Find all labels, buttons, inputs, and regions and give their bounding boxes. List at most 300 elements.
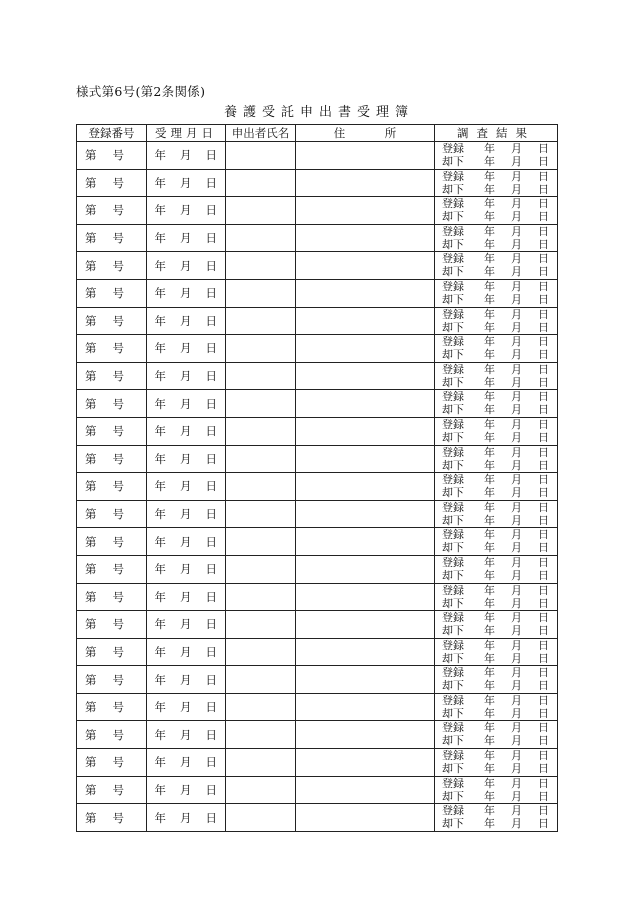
applicant-cell[interactable] (226, 611, 296, 639)
result-rejected-line (435, 597, 557, 610)
rejected-label: 却下 (442, 375, 464, 389)
result-cell[interactable] (435, 390, 558, 418)
result-registered-line (435, 225, 557, 238)
reg-suffix: 号 (112, 369, 124, 384)
result-registered-line (435, 418, 557, 431)
year-label: 年 (484, 611, 495, 625)
reg-no-cell[interactable] (77, 197, 147, 225)
month-label: 月 (511, 762, 522, 776)
result-cell[interactable] (435, 142, 558, 170)
month-label: 月 (180, 810, 192, 825)
applicant-cell[interactable] (226, 197, 296, 225)
year-label: 年 (154, 369, 166, 384)
rejected-label: 却下 (442, 486, 464, 500)
table-row (77, 362, 558, 390)
received-date-cell[interactable] (147, 307, 226, 335)
applicant-cell[interactable] (226, 666, 296, 694)
rejected-label: 却下 (442, 292, 464, 306)
year-label: 年 (484, 182, 495, 196)
reg-no-cell[interactable] (77, 583, 147, 611)
applicant-cell[interactable] (226, 390, 296, 418)
day-label: 日 (538, 197, 549, 211)
result-registered-line (435, 363, 557, 376)
day-label: 日 (538, 555, 549, 569)
day-label: 日 (205, 755, 217, 770)
result-cell[interactable] (435, 252, 558, 280)
rejected-label: 却下 (442, 651, 464, 665)
month-label: 月 (180, 479, 192, 494)
reg-suffix: 号 (112, 727, 124, 742)
received-date-cell[interactable] (147, 142, 226, 170)
day-label: 日 (205, 396, 217, 411)
applicant-cell[interactable] (226, 417, 296, 445)
year-label: 年 (154, 534, 166, 549)
month-label: 月 (511, 362, 522, 376)
rejected-label: 却下 (442, 706, 464, 720)
applicant-cell[interactable] (226, 583, 296, 611)
month-label: 月 (180, 534, 192, 549)
received-date-cell[interactable] (147, 473, 226, 501)
address-cell[interactable] (296, 362, 435, 390)
month-label: 月 (511, 583, 522, 597)
reg-suffix: 号 (112, 589, 124, 604)
rejected-label: 却下 (442, 679, 464, 693)
month-label: 月 (511, 237, 522, 251)
result-rejected-line (435, 403, 557, 416)
reg-no-cell[interactable] (77, 307, 147, 335)
month-label: 月 (180, 507, 192, 522)
reg-no-cell[interactable] (77, 169, 147, 197)
result-cell[interactable] (435, 335, 558, 363)
reg-prefix: 第 (85, 313, 97, 328)
result-registered-line (435, 528, 557, 541)
applicant-cell[interactable] (226, 362, 296, 390)
result-registered-line (435, 721, 557, 734)
document-title: 養護受託申出書受理簿 (223, 105, 414, 120)
address-cell[interactable] (296, 224, 435, 252)
result-cell[interactable] (435, 666, 558, 694)
result-registered-line (435, 280, 557, 293)
table-row (77, 528, 558, 556)
day-label: 日 (205, 369, 217, 384)
result-rejected-line (435, 679, 557, 692)
table-row (77, 693, 558, 721)
address-cell[interactable] (296, 804, 435, 832)
received-date-cell[interactable] (147, 804, 226, 832)
table-row (77, 417, 558, 445)
address-cell[interactable] (296, 390, 435, 418)
month-label: 月 (511, 320, 522, 334)
result-rejected-line (435, 431, 557, 444)
month-label: 月 (511, 155, 522, 168)
day-label: 日 (538, 762, 549, 776)
received-date-cell[interactable] (147, 335, 226, 363)
year-label: 年 (484, 624, 495, 638)
day-label: 日 (538, 693, 549, 707)
day-label: 日 (538, 776, 549, 790)
reg-no-cell[interactable] (77, 417, 147, 445)
registered-label: 登録 (442, 362, 464, 376)
reg-prefix: 第 (85, 286, 97, 301)
address-cell[interactable] (296, 638, 435, 666)
reg-no-cell[interactable] (77, 721, 147, 749)
received-date-cell[interactable] (147, 693, 226, 721)
reg-prefix: 第 (85, 617, 97, 632)
reg-no-cell[interactable] (77, 804, 147, 832)
registered-label: 登録 (442, 417, 464, 431)
address-cell[interactable] (296, 417, 435, 445)
address-cell[interactable] (296, 611, 435, 639)
rejected-label: 却下 (442, 320, 464, 334)
applicant-cell[interactable] (226, 528, 296, 556)
year-label: 年 (484, 265, 495, 279)
year-label: 年 (484, 417, 495, 431)
year-label: 年 (484, 390, 495, 404)
year-label: 年 (484, 142, 495, 155)
result-cell[interactable] (435, 197, 558, 225)
month-label: 月 (180, 672, 192, 687)
day-label: 日 (205, 562, 217, 577)
applicant-cell[interactable] (226, 473, 296, 501)
day-label: 日 (205, 203, 217, 218)
address-cell[interactable] (296, 528, 435, 556)
year-label: 年 (484, 776, 495, 790)
rejected-label: 却下 (442, 430, 464, 444)
address-cell[interactable] (296, 252, 435, 280)
reg-prefix: 第 (85, 396, 97, 411)
reg-no-cell[interactable] (77, 638, 147, 666)
registered-label: 登録 (442, 224, 464, 238)
reg-prefix: 第 (85, 589, 97, 604)
reg-no-cell[interactable] (77, 362, 147, 390)
received-date-cell[interactable] (147, 500, 226, 528)
result-cell[interactable] (435, 611, 558, 639)
result-cell[interactable] (435, 362, 558, 390)
reg-no-cell[interactable] (77, 224, 147, 252)
result-registered-line (435, 804, 557, 817)
year-label: 年 (154, 258, 166, 273)
received-date-cell[interactable] (147, 776, 226, 804)
applicant-cell[interactable] (226, 307, 296, 335)
year-label: 年 (484, 693, 495, 707)
result-cell[interactable] (435, 500, 558, 528)
result-rejected-line (435, 459, 557, 472)
day-label: 日 (538, 513, 549, 527)
reg-suffix: 号 (112, 810, 124, 825)
day-label: 日 (538, 541, 549, 555)
month-label: 月 (511, 348, 522, 362)
received-date-cell[interactable] (147, 528, 226, 556)
reg-suffix: 号 (112, 617, 124, 632)
received-date-cell[interactable] (147, 611, 226, 639)
received-date-cell[interactable] (147, 169, 226, 197)
day-label: 日 (538, 307, 549, 321)
month-label: 月 (511, 430, 522, 444)
day-label: 日 (538, 500, 549, 514)
day-label: 日 (205, 727, 217, 742)
reg-prefix: 第 (85, 231, 97, 246)
year-label: 年 (484, 817, 495, 831)
received-date-cell[interactable] (147, 390, 226, 418)
reg-suffix: 号 (112, 148, 124, 163)
year-label: 年 (484, 155, 495, 168)
result-cell[interactable] (435, 445, 558, 473)
month-label: 月 (511, 721, 522, 735)
year-label: 年 (484, 252, 495, 266)
day-label: 日 (538, 375, 549, 389)
received-date-cell[interactable] (147, 583, 226, 611)
result-cell[interactable] (435, 749, 558, 777)
year-label: 年 (154, 507, 166, 522)
applicant-cell[interactable] (226, 142, 296, 170)
day-label: 日 (538, 155, 549, 168)
reg-no-cell[interactable] (77, 555, 147, 583)
address-cell[interactable] (296, 555, 435, 583)
result-cell[interactable] (435, 307, 558, 335)
result-cell[interactable] (435, 583, 558, 611)
reg-no-cell[interactable] (77, 528, 147, 556)
day-label: 日 (205, 175, 217, 190)
month-label: 月 (180, 258, 192, 273)
month-label: 月 (511, 776, 522, 790)
table-row (77, 307, 558, 335)
received-date-cell[interactable] (147, 445, 226, 473)
rejected-label: 却下 (442, 265, 464, 279)
reg-no-cell[interactable] (77, 335, 147, 363)
month-label: 月 (511, 182, 522, 196)
reg-no-cell[interactable] (77, 445, 147, 473)
reg-suffix: 号 (112, 175, 124, 190)
year-label: 年 (484, 279, 495, 293)
year-label: 年 (484, 789, 495, 803)
month-label: 月 (180, 341, 192, 356)
day-label: 日 (538, 142, 549, 155)
applicant-cell[interactable] (226, 500, 296, 528)
received-date-cell[interactable] (147, 417, 226, 445)
applicant-cell[interactable] (226, 445, 296, 473)
reg-prefix: 第 (85, 562, 97, 577)
address-cell[interactable] (296, 445, 435, 473)
received-date-cell[interactable] (147, 721, 226, 749)
day-label: 日 (538, 458, 549, 472)
address-cell[interactable] (296, 583, 435, 611)
applicant-cell[interactable] (226, 804, 296, 832)
reg-no-cell[interactable] (77, 749, 147, 777)
received-date-cell[interactable] (147, 555, 226, 583)
result-cell[interactable] (435, 169, 558, 197)
registered-label: 登録 (442, 169, 464, 183)
result-rejected-line (435, 155, 557, 168)
month-label: 月 (511, 473, 522, 487)
header-reg-no: 登録番号 (77, 125, 147, 142)
address-cell[interactable] (296, 500, 435, 528)
month-label: 月 (511, 265, 522, 279)
result-cell[interactable] (435, 473, 558, 501)
year-label: 年 (154, 148, 166, 163)
month-label: 月 (180, 148, 192, 163)
month-label: 月 (180, 644, 192, 659)
day-label: 日 (538, 706, 549, 720)
received-date-cell[interactable] (147, 666, 226, 694)
registered-label: 登録 (442, 252, 464, 266)
month-label: 月 (180, 313, 192, 328)
day-label: 日 (205, 700, 217, 715)
result-registered-line (435, 335, 557, 348)
applicant-cell[interactable] (226, 279, 296, 307)
address-cell[interactable] (296, 307, 435, 335)
reg-suffix: 号 (112, 672, 124, 687)
month-label: 月 (511, 417, 522, 431)
reg-prefix: 第 (85, 700, 97, 715)
table-row (77, 197, 558, 225)
received-date-cell[interactable] (147, 638, 226, 666)
day-label: 日 (538, 335, 549, 349)
month-label: 月 (511, 210, 522, 224)
result-registered-line (435, 252, 557, 265)
day-label: 日 (205, 782, 217, 797)
reg-no-cell[interactable] (77, 473, 147, 501)
year-label: 年 (154, 424, 166, 439)
address-cell[interactable] (296, 142, 435, 170)
received-date-cell[interactable] (147, 362, 226, 390)
reg-no-cell[interactable] (77, 252, 147, 280)
result-registered-line (435, 694, 557, 707)
month-label: 月 (511, 500, 522, 514)
reg-no-cell[interactable] (77, 142, 147, 170)
year-label: 年 (484, 403, 495, 417)
address-cell[interactable] (296, 473, 435, 501)
result-cell[interactable] (435, 279, 558, 307)
result-cell[interactable] (435, 555, 558, 583)
reg-prefix: 第 (85, 451, 97, 466)
header-address-part: 住 (333, 126, 346, 140)
year-label: 年 (484, 804, 495, 818)
result-cell[interactable] (435, 638, 558, 666)
applicant-cell[interactable] (226, 693, 296, 721)
header-row (77, 125, 558, 142)
month-label: 月 (511, 445, 522, 459)
result-cell[interactable] (435, 528, 558, 556)
received-date-cell[interactable] (147, 197, 226, 225)
reg-no-cell[interactable] (77, 693, 147, 721)
reg-no-cell[interactable] (77, 390, 147, 418)
result-registered-line (435, 639, 557, 652)
address-cell[interactable] (296, 749, 435, 777)
reg-suffix: 号 (112, 700, 124, 715)
address-cell[interactable] (296, 693, 435, 721)
day-label: 日 (538, 721, 549, 735)
table-row (77, 224, 558, 252)
rejected-label: 却下 (442, 734, 464, 748)
address-cell[interactable] (296, 721, 435, 749)
address-cell[interactable] (296, 279, 435, 307)
year-label: 年 (154, 644, 166, 659)
address-cell[interactable] (296, 335, 435, 363)
table-row (77, 142, 558, 170)
reg-no-cell[interactable] (77, 776, 147, 804)
result-cell[interactable] (435, 721, 558, 749)
day-label: 日 (538, 265, 549, 279)
month-label: 月 (511, 169, 522, 183)
month-label: 月 (180, 203, 192, 218)
reg-suffix: 号 (112, 203, 124, 218)
registered-label: 登録 (442, 279, 464, 293)
applicant-cell[interactable] (226, 224, 296, 252)
year-label: 年 (154, 231, 166, 246)
year-label: 年 (154, 286, 166, 301)
year-label: 年 (484, 237, 495, 251)
reg-suffix: 号 (112, 231, 124, 246)
header-address (296, 125, 435, 142)
received-date-cell[interactable] (147, 279, 226, 307)
reg-no-cell[interactable] (77, 500, 147, 528)
result-cell[interactable] (435, 224, 558, 252)
year-label: 年 (154, 562, 166, 577)
address-cell[interactable] (296, 776, 435, 804)
applicant-cell[interactable] (226, 776, 296, 804)
applicant-cell[interactable] (226, 335, 296, 363)
address-cell[interactable] (296, 197, 435, 225)
rejected-label: 却下 (442, 513, 464, 527)
applicant-cell[interactable] (226, 721, 296, 749)
received-date-cell[interactable] (147, 224, 226, 252)
applicant-cell[interactable] (226, 252, 296, 280)
day-label: 日 (538, 445, 549, 459)
day-label: 日 (538, 362, 549, 376)
applicant-cell[interactable] (226, 169, 296, 197)
address-cell[interactable] (296, 169, 435, 197)
rejected-label: 却下 (442, 348, 464, 362)
applicant-cell[interactable] (226, 749, 296, 777)
result-rejected-line (435, 734, 557, 747)
result-rejected-line (435, 293, 557, 306)
address-cell[interactable] (296, 666, 435, 694)
year-label: 年 (484, 555, 495, 569)
year-label: 年 (154, 341, 166, 356)
result-cell[interactable] (435, 804, 558, 832)
applicant-cell[interactable] (226, 638, 296, 666)
rejected-label: 却下 (442, 596, 464, 610)
day-label: 日 (205, 424, 217, 439)
registered-label: 登録 (442, 528, 464, 542)
table-row (77, 252, 558, 280)
day-label: 日 (205, 286, 217, 301)
result-cell[interactable] (435, 776, 558, 804)
day-label: 日 (205, 534, 217, 549)
reg-no-cell[interactable] (77, 611, 147, 639)
month-label: 月 (511, 513, 522, 527)
table-row (77, 555, 558, 583)
received-date-cell[interactable] (147, 252, 226, 280)
year-label: 年 (154, 810, 166, 825)
table-row (77, 749, 558, 777)
day-label: 日 (538, 417, 549, 431)
month-label: 月 (511, 568, 522, 582)
reg-no-cell[interactable] (77, 666, 147, 694)
received-date-cell[interactable] (147, 749, 226, 777)
result-cell[interactable] (435, 417, 558, 445)
month-label: 月 (511, 335, 522, 349)
year-label: 年 (484, 473, 495, 487)
day-label: 日 (205, 479, 217, 494)
month-label: 月 (180, 369, 192, 384)
year-label: 年 (154, 175, 166, 190)
result-registered-line (435, 390, 557, 403)
result-cell[interactable] (435, 693, 558, 721)
applicant-cell[interactable] (226, 555, 296, 583)
registered-label: 登録 (442, 693, 464, 707)
reg-no-cell[interactable] (77, 279, 147, 307)
